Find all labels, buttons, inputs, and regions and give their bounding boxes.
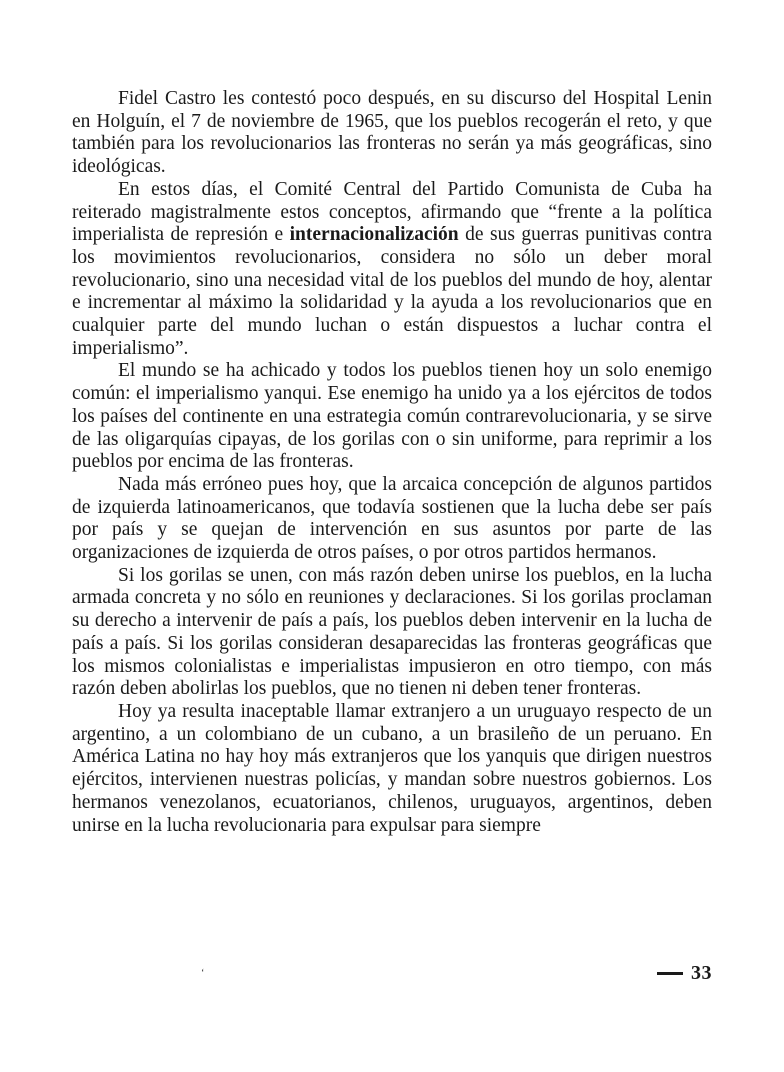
dash-mark: [657, 972, 683, 975]
paragraph-3: [72, 360, 712, 474]
paragraph-4-text: Nada más erróneo pues hoy, que la arcaica concepción de algunos partidos de izquierda latinoamericanos, que todavía sostienen que la lucha debe ser país por país y se quejan de intervención en sus asuntos por parte de las organizaciones de izquierda de otros países, o por otros partidos hermanos.: [72, 473, 712, 564]
paragraph-2-text-start: En estos días, el Comité Central del Partido Comunista de Cuba ha reiterado magistralmente estos conceptos, afirmando que “frente a la política imperialista de represión e: [72, 178, 712, 246]
body-text: [72, 88, 712, 837]
paragraph-6-text: Hoy ya resulta inaceptable llamar extranjero a un uruguayo respecto de un argentino, a un colombiano de un cubano, a un brasileño de un peruano. En América Latina no hay hoy más extranjeros que los yanquis que dirigen nuestros ejércitos, intervienen nuestras policías, y mandan sobre nuestros gobiernos. Los hermanos venezolanos, ecuatorianos, chilenos, uruguayos, argentinos, deben unirse en la lucha revolucionaria para expulsar para siempre: [72, 700, 712, 836]
paragraph-4: [72, 474, 712, 565]
paragraph-2-text-end: de sus guerras punitivas contra los movimientos revolucionarios, considera no sólo un deber moral revolucionario, sino una necesidad vital de los pueblos del mundo de hoy, alentar e incrementar al máximo la solidaridad y la ayuda a los revolucionarios que en cualquier parte del mundo luchan o están dispuestos a luchar contra el imperialismo”.: [72, 224, 713, 359]
paragraph-5: [72, 565, 712, 701]
bold-term: internacionalización: [289, 224, 459, 246]
page-number: [657, 962, 712, 985]
paragraph-1-text: Fidel Castro les contestó poco después, en su discurso del Hospital Lenin en Holguín, el 7 de noviembre de 1965, que los pueblos recogerán el reto, y que también para los revolucionarios las fronteras no serán ya más geográficas, sino ideológicas.: [72, 88, 712, 178]
paragraph-2: [72, 179, 712, 361]
paragraph-6: [72, 701, 712, 837]
print-speck: ‘: [201, 968, 205, 979]
paragraph-5-text: Si los gorilas se unen, con más razón deben unirse los pueblos, en la lucha armada concreta y no sólo en reuniones y declaraciones. Si los gorilas proclaman su derecho a intervenir de país a país, los pueblos deben intervenir en la lucha de país a país. Si los gorilas consideran desaparecidas las fronteras geográficas que los mismos colonialistas e imperialistas impusieron en otro tiempo, con más razón deben abolirlas los pueblos, que no tienen ni deben tener fronteras.: [72, 564, 712, 700]
paragraph-1: [72, 88, 712, 179]
page-number-value: 33: [691, 962, 712, 984]
paragraph-3-text: El mundo se ha achicado y todos los pueblos tienen hoy un solo enemigo común: el imperialismo yanqui. Ese enemigo ha unido ya a los ejércitos de todos los países del continente en una estrategia común contrarevolucionaria, y se sirve de las oligarquías cipayas, de los gorilas con o sin uniforme, para reprimir a los pueblos por encima de las fronteras.: [72, 360, 712, 473]
